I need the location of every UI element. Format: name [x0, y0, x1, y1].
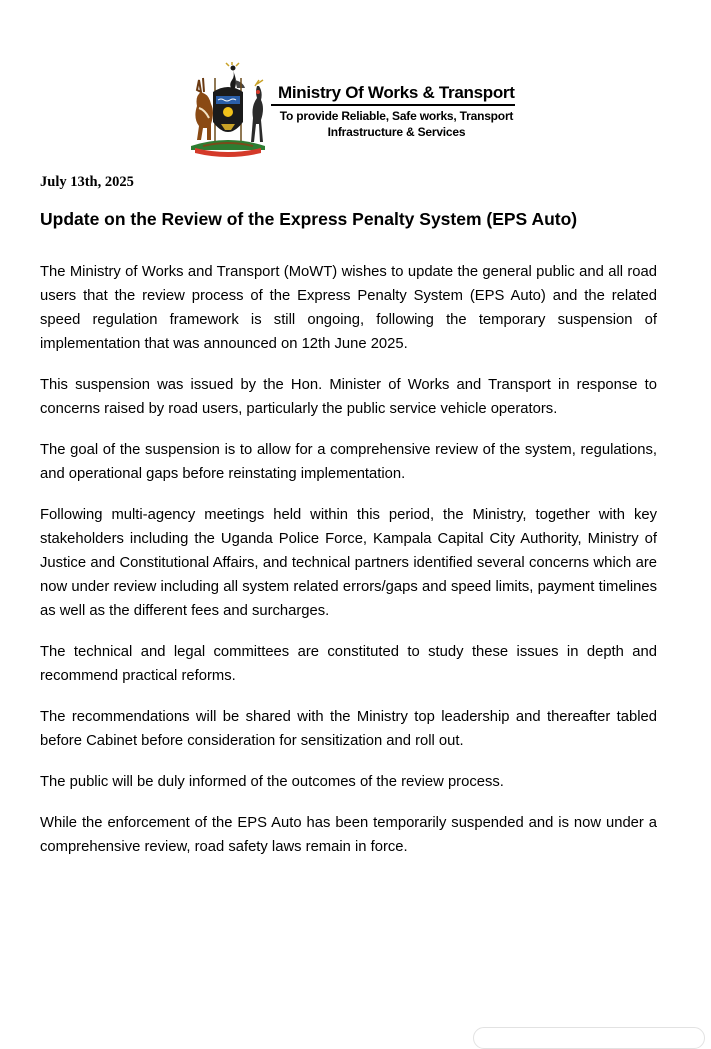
document-body	[40, 260, 657, 876]
tagline-line-1: To provide Reliable, Safe works, Transport	[279, 109, 514, 123]
paragraph: The Ministry of Works and Transport (MoWT) wishes to update the general public and all road users that the review process of the Express Penalty System (EPS Auto) and the related speed regulation framework is still ongoing, following the temporary suspension of implementation that was announced on 12th June 2025.	[40, 264, 657, 352]
paragraph: The public will be duly informed of the outcomes of the review process.	[40, 774, 504, 790]
paragraph: While the enforcement of the EPS Auto has been temporarily suspended and is now under a comprehensive review, road safety laws remain in force.	[40, 815, 657, 855]
ministry-name: Ministry Of Works & Transport	[278, 83, 515, 102]
document-title: Update on the Review of the Express Penalty System (EPS Auto)	[40, 209, 578, 229]
coat-of-arms-icon	[185, 62, 271, 162]
paragraph: Following multi-agency meetings held within this period, the Ministry, together with key stakeholders including the Uganda Police Force, Kampala Capital City Authority, Ministry of Justice and Constitutional Affairs, and technical partners identified several concerns which are now under review including all system related errors/gaps and speed limits, payment timelines as well as the different fees and surcharges.	[40, 507, 657, 619]
paragraph: The recommendations will be shared with the Ministry top leadership and thereafter tabled before Cabinet before consideration for sensitization and roll out.	[40, 709, 657, 749]
document-date: July 13th, 2025	[40, 174, 134, 190]
tagline-line-2: Infrastructure & Services	[327, 125, 466, 139]
corner-tab[interactable]	[473, 1027, 705, 1049]
header-rule	[271, 104, 515, 106]
paragraph: The goal of the suspension is to allow for a comprehensive review of the system, regulations, and operational gaps before reinstating implementation.	[40, 442, 657, 482]
letterhead	[185, 62, 525, 162]
paragraph: The technical and legal committees are constituted to study these issues in depth and recommend practical reforms.	[40, 644, 657, 684]
paragraph: This suspension was issued by the Hon. Minister of Works and Transport in response to concerns raised by road users, particularly the public service vehicle operators.	[40, 377, 657, 417]
